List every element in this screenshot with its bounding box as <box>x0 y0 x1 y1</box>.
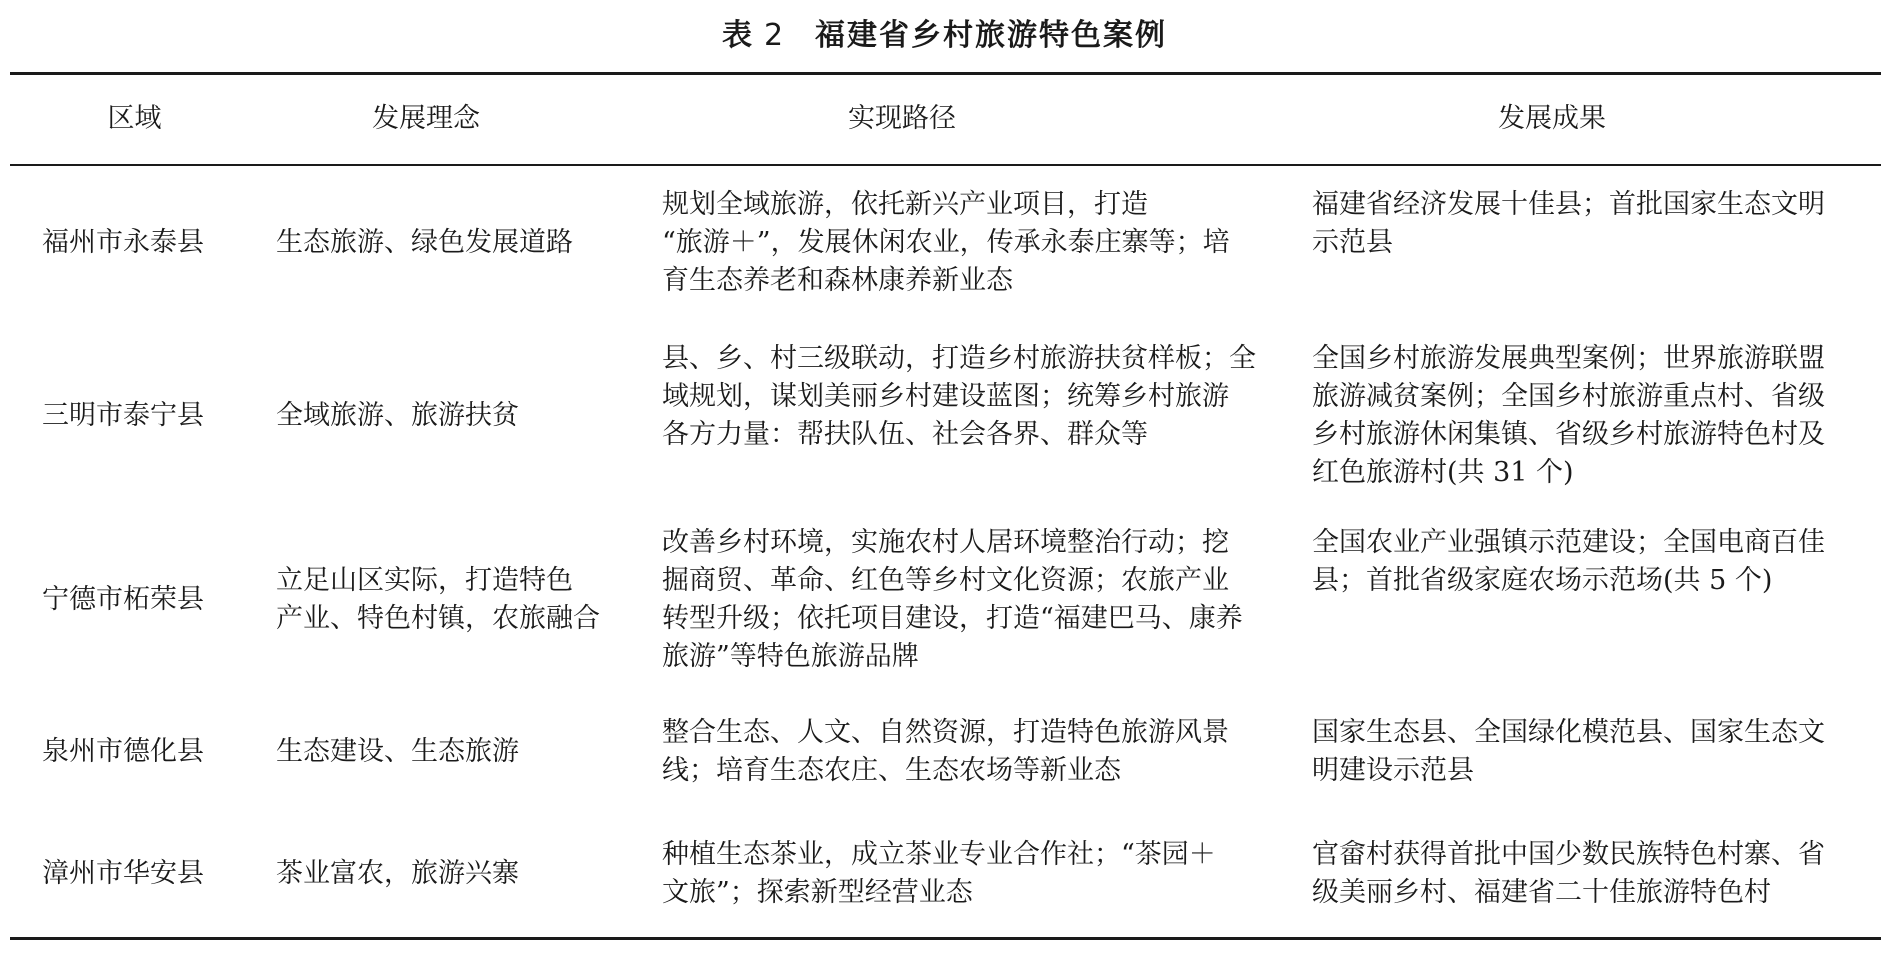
row-5-result: 官畲村获得首批中国少数民族特色村寨、省 级美丽乡村、福建省二十佳旅游特色村 <box>1312 839 1825 908</box>
top-rule <box>10 72 1881 75</box>
row-4-result: 国家生态县、全国绿化模范县、国家生态文 明建设示范县 <box>1312 717 1825 786</box>
header-result: 发展成果 <box>1498 103 1606 134</box>
row-3-path: 改善乡村环境，实施农村人居环境整治行动；挖 掘商贸、革命、红色等乡村文化资源；农旅产业 转型升级；依托项目建设，打造“福建巴马、康养 旅游”等特色旅游品牌 <box>662 527 1243 672</box>
table-title-prefix: 表 <box>721 18 754 53</box>
row-5-region: 漳州市华安县 <box>42 858 204 889</box>
header-path: 实现路径 <box>848 103 956 134</box>
row-3-result: 全国农业产业强镇示范建设；全国电商百佳 县；首批省级家庭农场示范场(共 5 个) <box>1312 527 1825 596</box>
bottom-rule <box>10 937 1881 940</box>
row-4-concept: 生态建设、生态旅游 <box>276 736 519 767</box>
row-2-region: 三明市泰宁县 <box>42 400 204 431</box>
table-title-text: 福建省乡村旅游特色案例 <box>815 18 1168 53</box>
header-region: 区域 <box>107 103 162 134</box>
row-1-concept: 生态旅游、绿色发展道路 <box>276 227 573 258</box>
row-2-result: 全国乡村旅游发展典型案例；世界旅游联盟 旅游减贫案例；全国乡村旅游重点村、省级 乡村旅游休闲集镇、省级乡村旅游特色村及 红色旅游村(共 31 个) <box>1312 343 1825 488</box>
row-3-concept: 立足山区实际，打造特色 产业、特色村镇，农旅融合 <box>276 565 600 634</box>
row-5-concept: 茶业富农，旅游兴寨 <box>276 858 519 889</box>
table-title <box>0 10 1889 62</box>
table-title-number: 2 <box>763 18 786 53</box>
row-3-region: 宁德市柘荣县 <box>42 584 204 615</box>
header-concept: 发展理念 <box>372 103 480 134</box>
row-2-path: 县、乡、村三级联动，打造乡村旅游扶贫样板；全 域规划，谋划美丽乡村建设蓝图；统筹乡村旅游 各方力量：帮扶队伍、社会各界、群众等 <box>662 343 1256 450</box>
row-4-path: 整合生态、人文、自然资源，打造特色旅游风景 线；培育生态农庄、生态农场等新业态 <box>662 717 1229 786</box>
row-1-path: 规划全域旅游，依托新兴产业项目，打造 “旅游＋”，发展休闲农业，传承永泰庄寨等；培 育生态养老和森林康养新业态 <box>662 189 1230 296</box>
row-1-region: 福州市永泰县 <box>42 227 204 258</box>
header-rule <box>10 164 1881 166</box>
row-1-result: 福建省经济发展十佳县；首批国家生态文明 示范县 <box>1312 189 1825 258</box>
row-4-region: 泉州市德化县 <box>42 736 204 767</box>
row-5-path: 种植生态茶业，成立茶业专业合作社；“茶园＋ 文旅”；探索新型经营业态 <box>662 839 1216 908</box>
row-2-concept: 全域旅游、旅游扶贫 <box>276 400 519 431</box>
